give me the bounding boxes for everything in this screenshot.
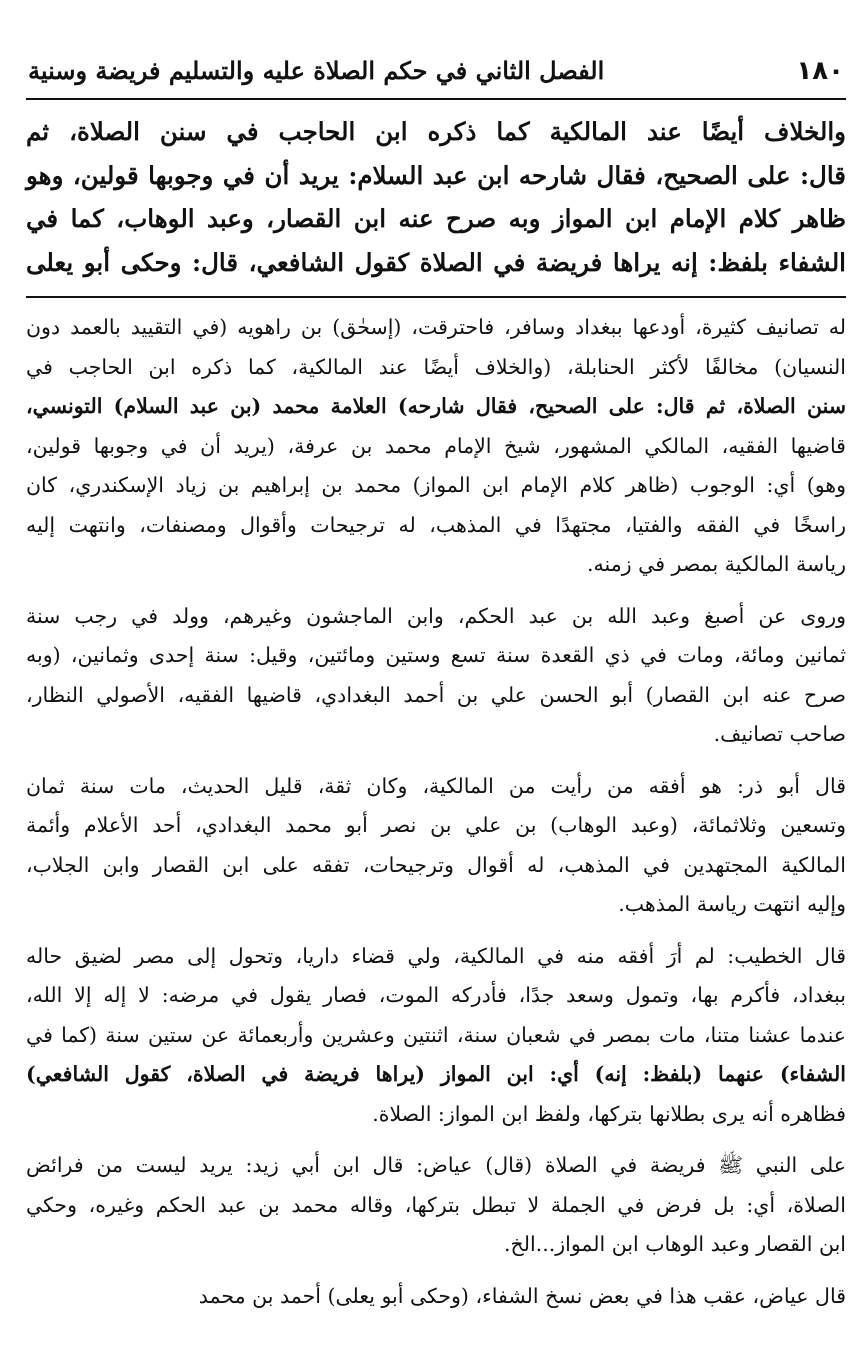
commentary-line: ببغداد، فأكرم بها، وتمول وسعد جدًا، فأدركه الموت، فصار يقول في مرضه: لا إله إلا الله، [26,983,846,1007]
running-header [26,52,846,90]
commentary-line: الصلاة، أي: بل فرض في الجملة لا تبطل بتركها، وقاله محمد بن عبد الحكم وغيره، وحكي [26,1192,846,1217]
main-text-line: ظاهر كلام الإمام ابن المواز وبه صرح عنه ابن القصار، وعبد الوهاب، كما في [26,204,846,233]
commentary-line: النسيان) مخالفًا لأكثر الحنابلة، (والخلاف أيضًا عند المالكية، كما ذكره ابن الحاجب في [26,354,846,379]
commentary-paragraph [26,308,846,585]
page-number: ١٨٠ [796,56,844,86]
commentary-line: المالكية المجتهدين في المذهب، له أقوال وترجيحات، تفقه على ابن القصار وابن الجلاب، [26,852,846,877]
main-text-line: والخلاف أيضًا عند المالكية كما ذكره ابن الحاجب في سنن الصلاة، ثم [26,117,846,146]
commentary-line: وهو) أي: الوجوب (ظاهر كلام الإمام ابن المواز) محمد بن إبراهيم بن زياد الإسكندري، كان [26,473,846,497]
commentary-block [26,308,846,1316]
commentary-line: قال عياض، عقب هذا في بعض نسخ الشفاء، (وحكى أبو يعلى) أحمد بن محمد [198,1283,846,1308]
chapter-title: الفصل الثاني في حكم الصلاة عليه والتسليم فريضة وسنية [28,56,605,85]
commentary-line: صاحب تصانيف. [713,722,846,746]
commentary-separator [26,296,846,298]
commentary-line: قال أبو ذر: هو أفقه من رأيت من المالكية، وكان ثقة، قليل الحديث، مات سنة ثمان [26,773,846,798]
commentary-line: قال الخطيب: لم أرَ أفقه منه في المالكية، ولي قضاء داريا، وتحول إلى مصر لضيق حاله [26,943,846,968]
commentary-line: صرح عنه ابن القصار) أبو الحسن علي بن أحمد البغدادي، قاضيها الفقيه، الأصولي النظار، [26,682,846,707]
commentary-paragraph [26,1277,846,1317]
commentary-line: وإليه انتهت رياسة المذهب. [618,892,846,916]
main-text-line: الشفاء بلفظ: إنه يراها فريضة في الصلاة كقول الشافعي، قال: وحكى أبو يعلى [26,247,846,277]
commentary-line: له تصانيف كثيرة، أودعها ببغداد وسافر، فاحترقت، (إسحٰق) بن راهويه (في التقييد بالعمد دون [26,315,846,339]
commentary-paragraph [26,767,846,925]
commentary-line: راسخًا في الفقه والفتيا، مجتهدًا في المذهب، له ترجيحات وأقوال ومصنفات، وانتهت إليه [26,512,846,537]
commentary-line: ابن القصار وعبد الوهاب ابن المواز...الخ. [503,1232,846,1256]
commentary-line: الشفاء) عنهما (بلفظ: إنه) أي: ابن المواز (يراها فريضة في الصلاة، كقول الشافعي) [26,1062,846,1086]
commentary-line: عندما عشنا متنا، مات بمصر في شعبان سنة، اثنتين وعشرين وأربعمائة عن ستين سنة (كما في [26,1022,846,1047]
commentary-line: وتسعين وثلاثمائة، (وعبد الوهاب) بن علي بن نصر أبو محمد البغدادي، أحد الأعلام وأئمة [26,813,846,837]
commentary-line: وروى عن أصبغ وعبد الله بن عبد الحكم، وابن الماجشون وغيرهم، وولد في رجب سنة [26,603,846,628]
commentary-line: فظاهره أنه يرى بطلانها بتركها، ولفظ ابن المواز: الصلاة. [372,1101,846,1126]
header-rule [26,98,846,100]
main-text-block [26,110,846,284]
commentary-paragraph [26,597,846,755]
commentary-line: رياسة المالكية بمصر في زمنه. [587,552,846,576]
commentary-paragraph [26,937,846,1135]
commentary-line: ثمانين ومائة، ومات في ذي القعدة سنة تسع وستين ومائتين، وقيل: سنة إحدى وثمانين، (وبه [26,643,846,667]
commentary-paragraph [26,1146,846,1265]
main-text-line: قال: على الصحيح، فقال شارحه ابن عبد السلام: يريد أن في وجوبها قولين، وهو [26,160,846,190]
commentary-line: على النبي ﷺ فريضة في الصلاة (قال) عياض: قال ابن أبي زيد: يريد ليست من فرائض [26,1153,846,1177]
commentary-line: سنن الصلاة، ثم قال: على الصحيح، فقال شارحه) العلامة محمد (بن عبد السلام) التونسي، [26,394,846,418]
commentary-line: قاضيها الفقيه، المالكي المشهور، شيخ الإمام محمد بن عرفة، (يريد أن في وجوبها قولين، [26,433,846,458]
